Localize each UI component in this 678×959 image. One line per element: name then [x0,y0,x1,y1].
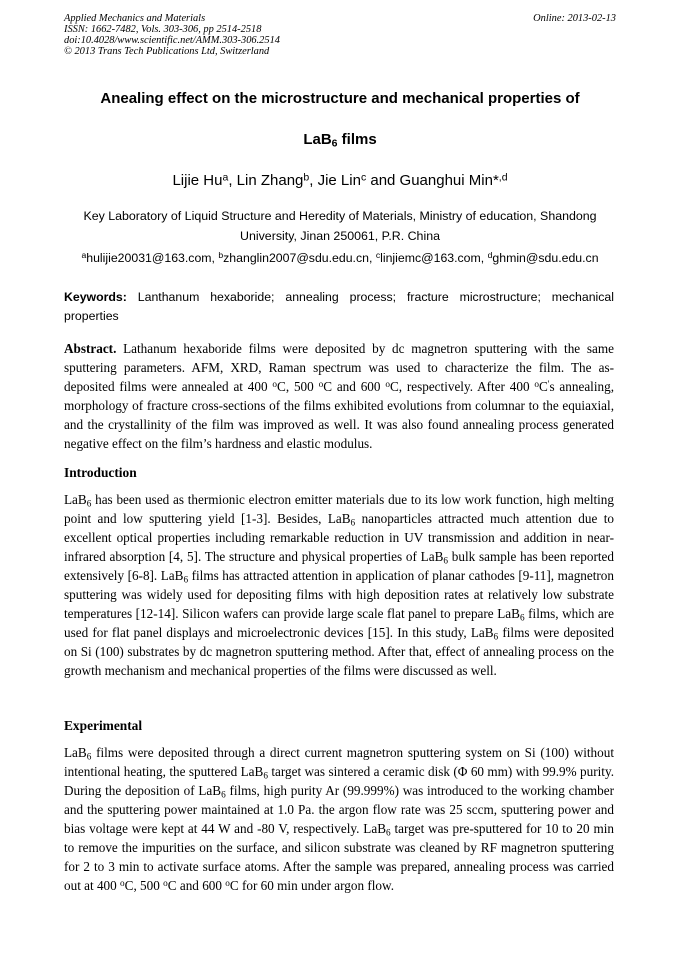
journal-header [64,13,616,57]
doi-line: doi:10.4028/www.scientific.net/AMM.303-306.2514 [64,35,280,46]
section-heading-introduction: Introduction [64,465,137,480]
experimental-paragraph: LaB$_6$ films were deposited through a direct current magnetron sputtering system on Si (100) without intentional heating, the sputtered LaB$_6$ target was sintered a ceramic disk (Φ 60 mm) with 99.9% purity. During the deposition of LaB$_6$ films, high purity Ar (99.999%) was introduced to the working chamber and the sputtering power maintained at 1.0 Pa. the argon flow rate was 25 sccm, sputtering power and bias voltage were kept at 44 W and -80 V, respectively. LaB$_6$ target was pre-sputtered for 10 to 20 min to remove the impurities on the surface, and silicon substrate was cleaned by RF magnetron sputtering for 2 to 3 min to activate surface atoms. After the sample was prepared, annealing process was carried out at 400 $^o$C, 500 $^o$C and 600 $^o$C for 60 min under argon flow. [64,745,614,893]
author-emails: $^a$hulijie20031@163.com, $^b$zhanglin2007@sdu.edu.cn, $^c$linjiemc@163.com, $^d$ghmin@sdu.edu.cn [81,250,599,265]
introduction-paragraph: LaB$_6$ has been used as thermionic electron emitter materials due to its low work function, high melting point and low sputtering yield [1-3]. Besides, LaB$_6$ nanoparticles attracted much attention due to excellent optical properties including remarkable reduction in UV transmission and addition in near-infrared absorption [4, 5]. The structure and physical properties of LaB$_6$ bulk sample has been reported extensively [6-8]. LaB$_6$ films has attracted attention in application of planar cathodes [9-11], magnetron sputtering was widely used for depositing films with high deposition rates at relatively low substrate temperatures [12-14]. Silicon wafers can provide large scale flat panel to prepare LaB$_6$ films, which are used for flat panel displays and microelectronic devices [15]. In this study, LaB$_6$ films were deposited on Si (100) substrates by dc magnetron sputtering method. After that, effect of annealing process on the growth mechanism and mechanical properties of the films were discussed as well. [64,492,615,678]
affiliation: Key Laboratory of Liquid Structure and Heredity of Materials, Ministry of education, Shandong University, Jinan 250061, P.R. China [83,209,597,243]
issn-line: ISSN: 1662-7482, Vols. 303-306, pp 2514-2518 [64,24,262,35]
keywords: Keywords: Lanthanum hexaboride; annealing process; fracture microstructure; mechanical properties [64,290,614,323]
copyright-line: © 2013 Trans Tech Publications Ltd, Switzerland [64,46,270,57]
author-name: , Jie Lin [309,172,361,189]
paper-title-line-1: Anealing effect on the microstructure and mechanical properties of [100,90,580,107]
journal-name: Applied Mechanics and Materials [64,13,206,24]
author-name: and Guanghui Min* [366,172,499,189]
abstract: Abstract. Lathanum hexaboride films were deposited by dc magnetron sputtering with the same sputtering parameters. AFM, XRD, Raman spectrum was used to characterize the film. The as-deposited films were annealed at 400 $^o$C, 500 $^o$C and 600 $^o$C, respectively. After 400 $^o$C's annealing, morphology of fracture cross-sections of the films exhibited evolutions from columnar to the equiaxial, and the crystallinity of the film was improved as well. It was also found annealing process generated negative effect on the film’s hardness and elastic modulus. [64,341,614,451]
author-name: , Lin Zhang [228,172,304,189]
abstract-label: Abstract. [64,341,117,356]
author-name: Lijie Hu [172,172,223,189]
section-heading-experimental: Experimental [64,718,143,733]
keywords-label: Keywords: [64,290,127,304]
paper-title-line-2: LaB$_6$ films [303,131,377,150]
online-date: Online: 2013-02-13 [533,13,616,24]
author-list: Lijie Hu$^a$, Lin Zhang$^b$, Jie Lin$^c$ and Guanghui Min*$^{,d}$ [172,171,508,189]
